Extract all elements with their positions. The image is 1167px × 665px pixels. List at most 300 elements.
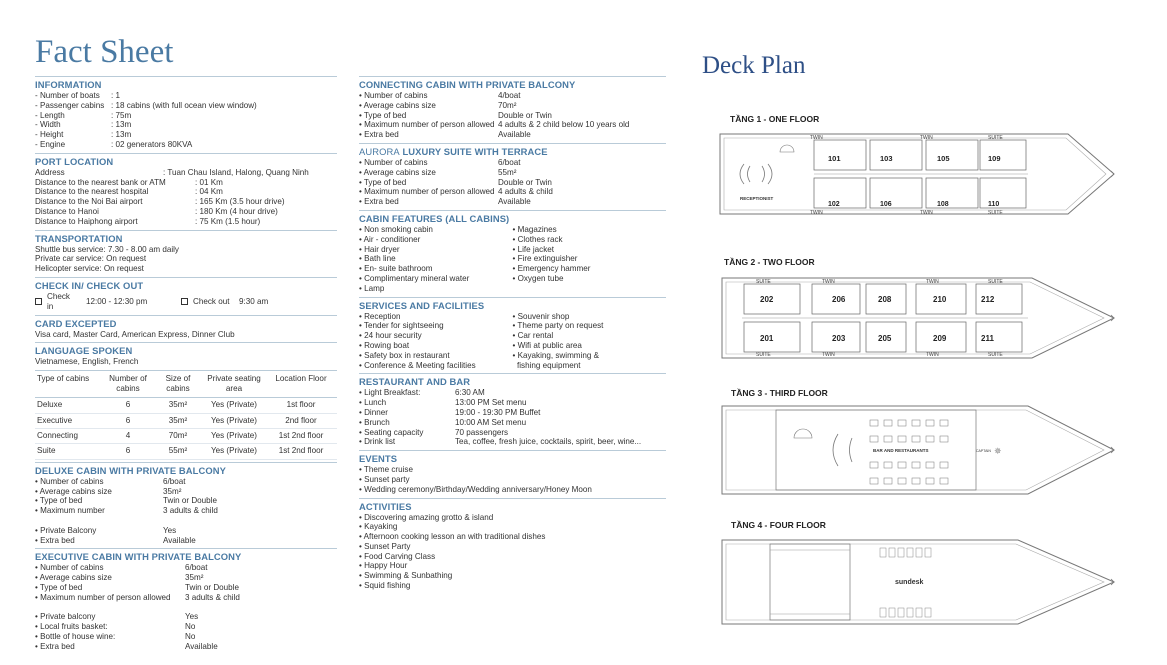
kv-value: 6/boat [163,476,186,486]
kv-value: : 13m [111,120,132,130]
section-heading: CHECK IN/ CHECK OUT [35,279,144,291]
table-icon [912,478,920,484]
kv-value: 35m² [185,573,204,583]
list-item: • Swimming & Sunbathing [359,571,453,581]
room-tag: TWIN [822,279,835,285]
table-cell: Deluxe [35,398,103,413]
list-item: • Wifi at public area [512,340,582,350]
kv-value: No [185,622,196,632]
line-list [359,513,666,591]
kv-key: • Number of cabins [359,91,428,100]
lounger-icon [889,548,895,557]
table-row [35,413,337,428]
kv-key: • Average cabins size [359,100,436,110]
kv-value: 19:00 - 19:30 PM Buffet [455,407,541,417]
line-list [35,245,337,274]
kv-row [35,477,337,487]
reception-label: RECEPTIONIST [740,196,774,201]
activities-section [359,498,666,591]
section-heading: EXECUTIVE CABIN WITH PRIVATE BALCONY [35,551,242,563]
room-number: 209 [933,334,947,343]
room-tag: SUITE [988,279,1003,285]
list-item: Private car service: On request [35,254,147,264]
kv-key: • Extra bed [35,641,75,651]
table-icon [926,420,934,426]
kv-row [359,168,666,178]
lounger-icon [880,548,886,557]
list-item: • Rowing boat [359,340,410,350]
room-number: 108 [937,201,949,208]
kv-row [35,140,337,150]
section-heading [359,146,666,157]
lounger-icon [916,548,922,557]
section-heading: EVENTS [359,453,398,465]
table-cell: Yes (Private) [203,398,265,413]
table-icon [884,436,892,442]
kv-key: • Bottle of house wine: [35,631,116,641]
list-item: • Happy Hour [359,561,408,571]
kv-list [359,388,666,447]
kv-row [35,91,337,101]
captain-label: CAPTAIN [976,449,991,453]
sundeck-label: sundesk [895,579,924,586]
table-header: Number of cabins [103,371,153,398]
list-item: • En- suite bathroom [359,264,433,274]
kv-value: 35m² [163,486,182,496]
lounger-icon [907,548,913,557]
kv-value: Twin or Double [185,582,239,592]
floor4-plan [718,536,1120,628]
room-tag: TWIN [920,135,933,141]
kv-row [359,197,666,207]
table-icon [940,420,948,426]
section-heading: ACTIVITIES [359,500,412,512]
check-in-out-section [35,277,337,312]
table-icon [898,462,906,468]
list-item: • Theme cruise [359,465,413,475]
list-item: • Sunset party [359,474,410,484]
kv-row [35,526,337,536]
check-in-label: Check in [47,291,70,311]
kv-value: 3 adults & child [185,592,240,602]
kv-key: • Dinner [359,407,388,417]
table-icon [926,478,934,484]
list-item: • Reception [359,311,401,321]
room-number: 101 [828,154,841,163]
kv-value: Tea, coffee, fresh juice, cocktails, spirit, beer, wine... [455,437,642,447]
kv-value: : 02 generators 80KVA [111,139,193,149]
table-header: Location Floor [265,371,337,398]
room-number: 208 [878,295,892,304]
checkbox-icon [35,298,42,305]
kv-key: • Private Balcony [35,525,97,535]
kv-key: • Number of cabins [359,157,428,167]
list-item: • Complimentary mineral water [359,273,470,283]
kv-list [35,178,337,227]
cabin-type-table [35,370,337,460]
section-heading: TRANSPORTATION [35,232,123,244]
deluxe-section [35,462,337,546]
kv-row [35,536,337,546]
table-icon [940,478,948,484]
kv-value: Yes [163,525,177,535]
kv-key: • Maximum number of person allowed [359,120,495,130]
kv-row [35,583,337,593]
kv-value: 4/boat [498,91,521,100]
two-column-list [359,312,666,371]
executive-section [35,548,337,651]
kv-row [359,418,666,428]
table-row [35,428,337,443]
table-icon [870,478,878,484]
list-item: Shuttle bus service: 7.30 - 8.00 am daily [35,244,179,254]
check-out-label: Check out [193,296,230,306]
kv-value: 6/boat [498,157,521,167]
kv-value: Available [185,641,218,651]
table-icon [912,420,920,426]
table-cell: Yes (Private) [203,413,265,428]
table-icon [926,462,934,468]
kv-row [35,563,337,573]
kv-row [35,120,337,130]
list-item: • Emergency hammer [512,264,591,274]
table-header: Private seating area [203,371,265,398]
list-item: • Sunset Party [359,541,411,551]
room-number: 210 [933,295,947,304]
floor3-plan [718,404,1120,496]
check-in-time: 12:00 - 12:30 pm [86,296,148,306]
lounger-icon [916,608,922,617]
room-tag: TWIN [810,135,823,141]
table-cell: Yes (Private) [203,428,265,443]
table-cell: Connecting [35,428,103,443]
table-cell: 1st 2nd floor [265,444,337,459]
floor2-label: TẦNG 2 - TWO FLOOR [724,257,815,267]
kv-key: • Average cabins size [35,486,112,496]
address-label: Address [35,167,65,177]
list-item: • Clothes rack [512,234,563,244]
table-cell: Suite [35,444,103,459]
connecting-section [359,76,666,140]
kv-key: • Maximum number [35,506,105,516]
table-icon [912,436,920,442]
list-item: • Squid fishing [359,581,411,591]
line-list [513,225,667,294]
table-cell: 6 [103,444,153,459]
kv-key: • Type of bed [359,177,407,187]
kv-key: • Extra bed [359,197,399,207]
list-item: • Kayaking, swimming & [512,350,599,360]
list-item: • Safety box in restaurant [359,350,450,360]
table-header: Type of cabins [35,371,103,398]
kv-key: • Drink list [359,437,396,447]
kv-value: : 1 [111,91,120,100]
kv-row [35,187,337,197]
list-item: • Non smoking cabin [359,224,433,234]
room-tag: SUITE [988,352,1003,358]
kv-row [35,101,337,111]
lounger-icon [907,608,913,617]
kv-value: 4 adults & 2 child below 10 years old [498,120,630,130]
heading-brand: AURORA [359,145,400,157]
list-item: • Tender for sightseeing [359,321,444,331]
kv-row [35,111,337,121]
address-value: : Tuan Chau Island, Halong, Quang Ninh [163,167,309,177]
table-icon [870,436,878,442]
checkbox-icon [181,298,188,305]
kv-value: 10:00 AM Set menu [455,417,527,427]
lounger-icon [889,608,895,617]
fact-column-left [35,76,337,655]
line-list [513,312,667,371]
kv-value: 4 adults & child [498,187,553,197]
kv-key: • Type of bed [35,496,83,506]
kv-value: 3 adults & child [163,506,218,516]
kv-row [359,158,666,168]
room-tag: SUITE [988,210,1003,216]
port-location-section [35,153,337,227]
language-section [35,342,337,367]
kv-value: Available [163,535,196,545]
cabin-features-section [359,210,666,294]
room-tag: TWIN [926,279,939,285]
restaurant-section [359,373,666,447]
kv-row [359,408,666,418]
room-tag: SUITE [988,135,1003,141]
kv-value: Twin or Double [163,496,217,506]
section-heading: INFORMATION [35,79,102,90]
kv-value: Available [498,130,531,140]
list-item: • Souvenir shop [512,311,570,321]
two-column-list [359,225,666,294]
kv-row [35,622,337,632]
kv-key: - Passenger cabins [35,100,105,110]
kv-row [359,101,666,111]
kv-value: : 04 Km [195,187,223,197]
list-item: • Car rental [512,331,554,341]
kv-value: Yes [185,612,199,622]
floor4-label: TẦNG 4 - FOUR FLOOR [731,520,826,530]
kv-key: • Extra bed [359,130,399,140]
list-item: • Fire extinguisher [512,254,578,264]
kv-key: - Engine [35,139,66,149]
lounger-icon [898,548,904,557]
kv-row [35,516,337,526]
list-item: fishing equipment [512,360,581,370]
kv-key: • Lunch [359,398,387,408]
list-item: • Food Carving Class [359,551,436,561]
fact-sheet-title: Fact Sheet [35,34,174,70]
room-tag: TWIN [822,352,835,358]
information-section [35,76,337,150]
table-icon [898,436,906,442]
table-cell: 70m² [153,428,203,443]
table-cell: 2nd floor [265,413,337,428]
floor2-plan [718,272,1120,362]
floor3-label: TẦNG 3 - THIRD FLOOR [731,388,828,398]
lounger-icon [898,608,904,617]
kv-row [35,506,337,516]
kv-value: No [185,631,196,641]
table-icon [898,478,906,484]
events-section [359,450,666,494]
table-icon [870,462,878,468]
kv-key: Distance to the nearest hospital [35,187,149,197]
kv-list [359,91,666,140]
kv-key: - Length [35,110,65,120]
kv-value: : 75 Km (1.5 hour) [195,216,261,226]
list-item: Helicopter service: On request [35,264,144,274]
lounger-icon [880,608,886,617]
list-item: • 24 hour security [359,331,422,341]
room-number: 102 [828,201,840,208]
kv-key: - Height [35,130,64,140]
list-item: • Magazines [512,224,557,234]
table-cell: 4 [103,428,153,443]
kv-row [35,197,337,207]
transportation-section [35,230,337,274]
language-text: Vietnamese, English, French [35,357,139,367]
kv-key: Distance to Hanoi [35,206,99,216]
kv-row [359,120,666,130]
bar-label: BAR AND RESTAURANTS [873,448,929,453]
room-number: 212 [981,295,995,304]
kv-row [359,437,666,447]
list-item: • Hair dryer [359,244,400,254]
kv-value: : 01 Km [195,177,223,187]
kv-row [359,428,666,438]
kv-row [35,487,337,497]
table-icon [926,436,934,442]
kv-key: • Extra bed [35,535,75,545]
kv-row [359,187,666,197]
check-out-time: 9:30 am [239,296,269,306]
kv-key: Distance to the nearest bank or ATM [35,177,166,187]
room-number: 106 [880,201,892,208]
room-number: 202 [760,295,774,304]
section-heading: CONNECTING CABIN WITH PRIVATE BALCONY [359,79,576,90]
kv-key: • Average cabins size [359,167,436,177]
lounger-icon [925,608,931,617]
kv-row [35,130,337,140]
table-cell: 35m² [153,413,203,428]
helm-icon: ✵ [994,446,1002,456]
room-number: 201 [760,334,774,343]
kv-key: • Type of bed [359,110,407,120]
table-cell: 1st floor [265,398,337,413]
room-tag: TWIN [810,210,823,216]
kv-key: • Type of bed [35,582,83,592]
kv-row [35,603,337,613]
kv-key: • Maximum number of person allowed [35,592,171,602]
kv-value: 6:30 AM [455,388,485,398]
aurora-section [359,143,666,207]
list-item: • Theme party on request [512,321,604,331]
card-section [35,315,337,340]
table-row [35,398,337,413]
room-number: 203 [832,334,846,343]
room-number: 211 [981,334,994,343]
list-item: • Life jacket [512,244,555,254]
kv-row [35,178,337,188]
kv-key: • Light Breakfast: [359,388,421,398]
table-icon [884,420,892,426]
list-item: • Wedding ceremony/Birthday/Wedding anniversary/Honey Moon [359,484,592,494]
heading-text: LUXURY SUITE WITH TERRACE [402,145,548,157]
fact-column-right [359,76,666,594]
room-number: 109 [988,154,1001,163]
kv-list [35,563,337,651]
deck-plan-title: Deck Plan [702,52,806,79]
room-tag: TWIN [926,352,939,358]
room-number: 206 [832,295,846,304]
kv-value: Double or Twin [498,110,552,120]
kv-row [359,111,666,121]
table-cell: Executive [35,413,103,428]
room-number: 110 [988,201,1000,208]
kv-row [35,593,337,603]
kv-value: 55m² [498,167,517,177]
kv-row [35,632,337,642]
kv-key: • Number of cabins [35,563,104,573]
kv-value: : 13m [111,130,132,140]
kv-key: - Width [35,120,61,130]
kv-row [359,130,666,140]
room-tag: TWIN [920,210,933,216]
line-list [359,225,513,294]
section-heading: CABIN FEATURES (ALL CABINS) [359,212,510,224]
list-item: • Air - conditioner [359,234,421,244]
table-cell: 6 [103,398,153,413]
kv-row [35,612,337,622]
kv-key: • Local fruits basket: [35,622,108,632]
kv-list [35,91,337,150]
floor1-label: TẦNG 1 - ONE FLOOR [730,114,820,124]
table-icon [884,478,892,484]
kv-key: • Number of cabins [35,476,104,486]
section-heading: DELUXE CABIN WITH PRIVATE BALCONY [35,464,226,476]
section-heading: LANGUAGE SPOKEN [35,345,133,357]
table-cell: Yes (Private) [203,444,265,459]
table-cell: 35m² [153,398,203,413]
kv-value: 70 passengers [455,427,509,437]
kv-key: - Number of boats [35,91,100,100]
table-header-row [35,371,337,398]
table-cell: 1st 2nd floor [265,428,337,443]
kv-row [359,388,666,398]
kv-row [35,642,337,652]
room-number: 205 [878,334,892,343]
kv-list [35,477,337,546]
services-section [359,297,666,371]
kv-key: • Private balcony [35,612,96,622]
table-header: Size of cabins [153,371,203,398]
room-number: 103 [880,154,893,163]
list-item: • Conference & Meeting facilities [359,360,476,370]
list-item: • Afternoon cooking lesson an with traditional dishes [359,532,546,542]
room-tag: SUITE [756,352,771,358]
table-icon [940,436,948,442]
kv-list [359,158,666,207]
kv-key: Distance to the Noi Bai airport [35,197,143,207]
table-cell: 55m² [153,444,203,459]
kv-key: • Maximum number of person allowed [359,187,495,197]
kv-row [359,398,666,408]
kv-row [35,496,337,506]
kv-row [35,217,337,227]
check-row [35,292,337,312]
kv-value: Double or Twin [498,177,552,187]
